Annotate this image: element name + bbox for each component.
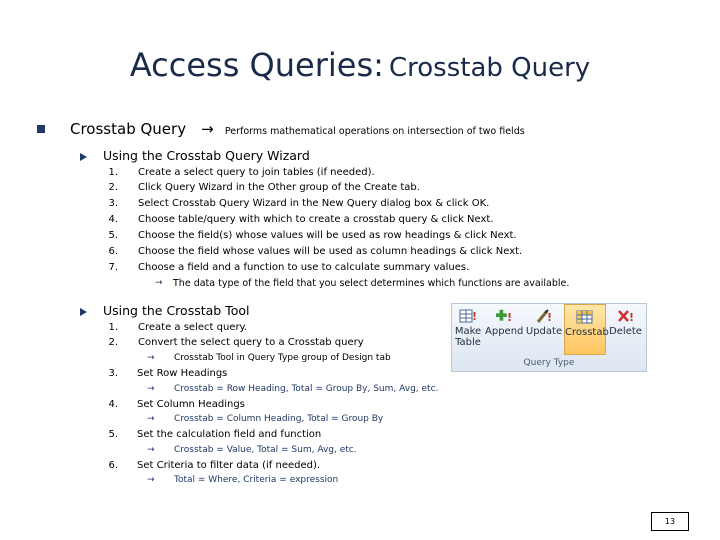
tool-heading: Using the Crosstab Tool [103,303,250,318]
arrow-bullet-icon: → [147,384,155,394]
wizard-heading: Using the Crosstab Query Wizard [103,148,310,163]
title-main: Access Queries: [129,46,384,84]
tool-step-text: Set the calculation field and function [137,429,322,440]
wizard-step-text: Create a select query to join tables (if needed). [138,167,375,178]
section-heading-row [70,119,525,138]
update-icon [535,308,553,324]
wizard-step-number: 4. [108,214,118,225]
arrow-bullet-icon: → [155,278,163,288]
wizard-step-text: Select Crosstab Query Wizard in the New Query dialog box & click OK. [138,198,490,209]
right-arrow-icon: → [201,120,214,138]
tool-step-number: 2. [108,337,118,348]
delete-icon [617,308,635,324]
tool-step-detail: Crosstab = Row Heading, Total = Group By, Sum, Avg, etc. [174,384,439,394]
query-type-group-label: Query Type [523,358,575,368]
append-icon [495,308,513,324]
make-table-icon [459,308,477,324]
tool-step-text: Create a select query. [138,322,248,333]
svg-text:!: ! [547,311,553,324]
svg-text:!: ! [507,311,513,324]
wizard-step-text: Choose a field and a function to use to calculate summary values. [138,262,470,273]
wizard-step-number: 1. [108,167,118,178]
wizard-step-text: Choose table/query with which to create a crosstab query & click Next. [138,214,494,225]
wizard-note: The data type of the field that you select determines which functions are available. [173,278,570,289]
svg-text:!: ! [472,310,477,323]
section-heading: Crosstab Query [70,120,187,138]
append-label: Append [485,326,524,337]
tool-step-number: 3. [108,368,118,379]
wizard-step-text: Choose the field(s) whose values will be used as row headings & click Next. [138,230,517,241]
tool-step-number: 5. [108,429,118,440]
arrow-bullet-icon: → [147,475,155,485]
delete-button[interactable] [607,304,644,355]
append-button[interactable] [485,304,523,355]
tool-step-text: Set Criteria to filter data (if needed). [137,460,321,471]
make-table-button[interactable] [454,304,482,355]
arrow-bullet-icon: → [147,445,155,455]
wizard-step-number: 2. [108,182,118,193]
tool-step-detail: Crosstab = Value, Total = Sum, Avg, etc. [174,445,357,455]
tool-step-number: 4. [108,399,118,410]
arrow-bullet-icon: → [147,414,155,424]
wizard-step-number: 5. [108,230,118,241]
query-type-ribbon [451,303,647,372]
arrow-bullet-icon: → [147,353,155,363]
tool-step-text: Convert the select query to a Crosstab query [138,337,364,348]
square-bullet-icon [37,125,45,133]
crosstab-button[interactable] [564,304,609,355]
wizard-step-text: Choose the field whose values will be used as column headings & click Next. [138,246,523,257]
wizard-step-number: 7. [108,262,118,273]
section-description: Performs mathematical operations on intersection of two fields [224,126,525,137]
title-sub: Crosstab Query [388,53,591,83]
page-number: 13 [651,512,689,531]
svg-text:!: ! [628,311,634,324]
slide-title [0,46,720,84]
update-label: Update [525,326,563,337]
delete-label: Delete [609,326,642,337]
tool-step-text: Set Column Headings [137,399,245,410]
tool-step-text: Set Row Headings [137,368,228,379]
tool-step-detail: Crosstab Tool in Query Type group of Design tab [174,353,391,363]
tool-step-number: 6. [108,460,118,471]
update-button[interactable] [525,304,563,355]
tool-step-number: 1. [108,322,118,333]
crosstab-icon [576,309,594,325]
make-table-label: Make Table [454,326,482,348]
crosstab-label: Crosstab [565,327,609,338]
tool-step-detail: Crosstab = Column Heading, Total = Group By [174,414,384,424]
wizard-step-text: Click Query Wizard in the Other group of the Create tab. [138,182,420,193]
wizard-step-number: 3. [108,198,118,209]
wizard-step-number: 6. [108,246,118,257]
tool-step-detail: Total = Where, Criteria = expression [174,475,339,485]
triangle-bullet-icon [80,308,87,316]
triangle-bullet-icon [80,153,87,161]
